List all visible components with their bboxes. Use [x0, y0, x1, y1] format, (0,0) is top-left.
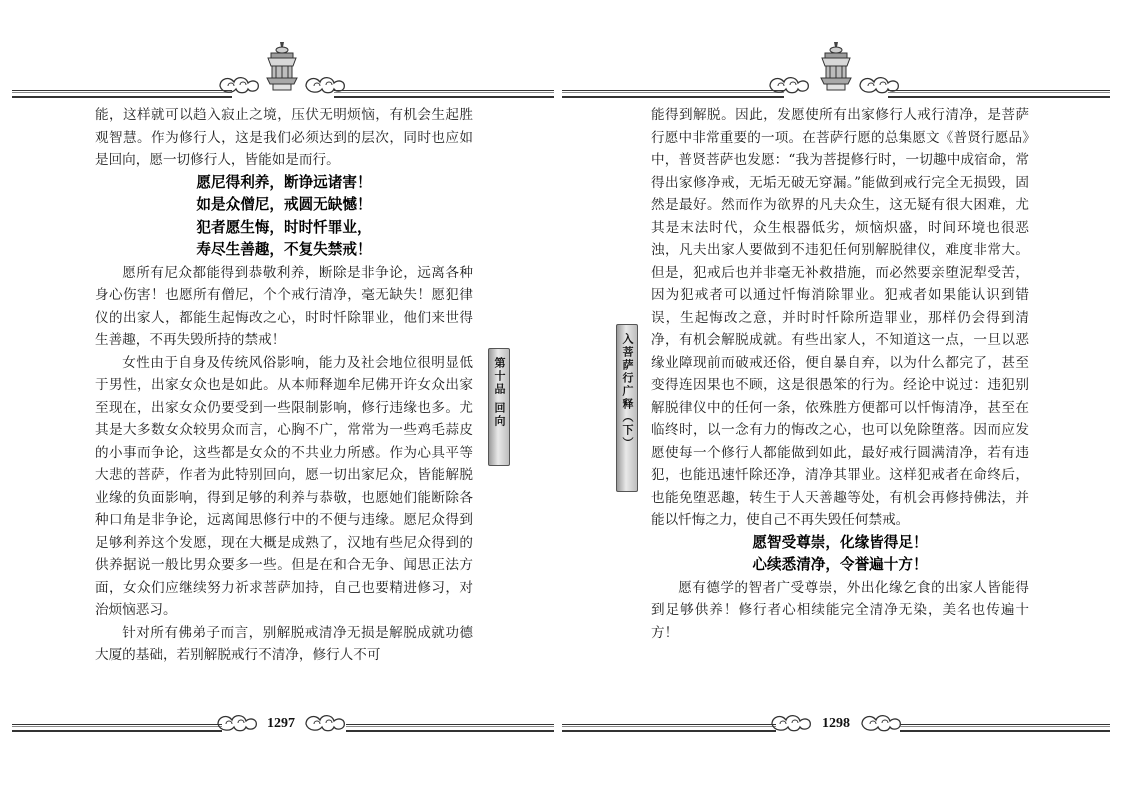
body-paragraph: 针对所有佛弟子而言，别解脱戒清净无损是解脱成就功德大厦的基础，若别解脱戒行不清净，修行人不可	[95, 624, 473, 663]
footer-rule-left	[562, 724, 776, 732]
right-page	[562, 0, 1123, 794]
verse-line: 如是众僧尼，戒圆无缺憾！	[196, 196, 372, 213]
cloud-ornament-icon	[218, 74, 262, 96]
header-rule-right	[888, 90, 1110, 98]
verse-line: 犯者愿生悔，时时忏罪业，	[196, 218, 372, 236]
cloud-ornament-icon	[770, 712, 814, 734]
stupa-ornament-icon	[816, 42, 856, 92]
cloud-ornament-icon	[860, 712, 904, 734]
cloud-ornament-icon	[768, 74, 812, 96]
body-paragraph: 愿有德学的智者广受尊崇，外出化缘乞食的出家人皆能得到足够供养！修行者心相续能完全清净无染，美名也传遍十方！	[651, 579, 1029, 641]
left-text-block	[95, 104, 473, 667]
footer-rule-right	[900, 724, 1110, 732]
verse-line: 寿尽生善趣，不复失禁戒！	[196, 241, 372, 258]
verse-line: 愿智受尊崇，化缘皆得足！	[752, 533, 928, 551]
verse-line: 心续悉清净，令誉遍十方！	[752, 556, 928, 573]
footer-rule-right	[346, 724, 554, 732]
header-rule-right	[334, 90, 554, 98]
page-number: 1297	[267, 716, 295, 731]
stupa-ornament-icon	[262, 42, 302, 92]
header-rule-left	[12, 90, 232, 98]
book-title: 入菩萨行广释（下）	[621, 333, 634, 450]
cloud-ornament-icon	[304, 712, 348, 734]
right-text-block	[651, 104, 1029, 644]
book-title-side-tab	[616, 324, 638, 492]
chapter-title: 第十品 回向	[493, 357, 506, 428]
body-paragraph: 女性由于自身及传统风俗影响，能力及社会地位很明显低于男性，出家女众也是如此。从本师释迦牟尼佛开许女众出家至现在，出家女众仍要受到一些限制影响，修行违缘也多。尤其是大多数女众较男众而言，心胸不广，常常为一些鸡毛蒜皮的小事而争论，这些都是女众的不共业力所感。作为心具平等大悲的菩萨，作者为此特别回向，愿一切出家尼众，皆能解脱业缘的负面影响，得到足够的利养与恭敬，也愿她们能断除各种口角是非争论，远离闻思修行中的不便与违缘。愿尼众得到足够利养这个发愿，现在大概是成熟了，汉地有些尼众得到的供养据说一般比男众要多一些。但是在和合无争、闻思正法方面，女众们应继续努力祈求菩萨加持，自己也要精进修习，对治烦恼恶习。	[95, 354, 473, 618]
body-paragraph-continued: 能，这样就可以趋入寂止之境，压伏无明烦恼，有机会生起胜观智慧。作为修行人，这是我们必须达到的层次，同时也应如是回向，愿一切修行人，皆能如是而行。	[95, 107, 473, 168]
page-number: 1298	[822, 716, 850, 731]
verse-line: 愿尼得利养，断诤远诸害！	[196, 173, 372, 191]
body-paragraph: 愿所有尼众都能得到恭敬利养，断除是非争论，远离各种身心伤害！也愿所有僧尼，个个戒行清净，毫无缺失！愿犯律仪的出家人，都能生起悔改之心，时时忏除罪业，他们来世得生善趣，不再失毁所持的禁戒！	[95, 264, 473, 348]
footer-rule-left	[12, 724, 222, 732]
body-paragraph-continued: 能得到解脱。因此，发愿使所有出家修行人戒行清净，是菩萨行愿中非常重要的一项。在菩萨行愿的总集愿文《普贤行愿品》中，普贤菩萨也发愿：“我为菩提修行时，一切趣中成宿命，常得出家修净戒，无垢无破无穿漏。”能做到戒行完全无损毁，固然是最好。然而作为欲界的凡夫众生，这无疑有很大困难，尤其是末法时代，众生根器低劣，烦恼炽盛，时间环境也很恶浊，凡夫出家人要做到不违犯任何别解脱律仪，难度非常大。但是，犯戒后也并非毫无补救措施，而必然要亲堕泥犁受苦，因为犯戒者可以通过忏悔消除罪业。犯戒者如果能认识到错误，生起悔改之意，并时时忏除所造罪业，那样仍会得到清净，有机会解脱成就。有些出家人，不知道这一点，一旦以恶缘业障现前而破戒还俗，便自暴自弃，以为什么都完了，甚至变得连因果也不顾，这是很愚笨的行为。经论中说过：违犯别解脱律仪中的任何一条，依殊胜方便都可以忏悔清净，甚至在临终时，以一念有力的悔改之心，也可以免除堕落。因而应发愿使每一个修行人都能做到如此，最好戒行圆满清净，若有违犯，也能迅速忏除还净，清净其罪业。这样犯戒者在命终后，也能免堕恶趣，转生于人天善趣等处，有机会再修持佛法，并能以忏悔之力，使自己不再失毁任何禁戒。	[651, 107, 1029, 528]
cloud-ornament-icon	[216, 712, 260, 734]
header-rule-left	[562, 90, 784, 98]
chapter-side-tab	[488, 348, 510, 466]
